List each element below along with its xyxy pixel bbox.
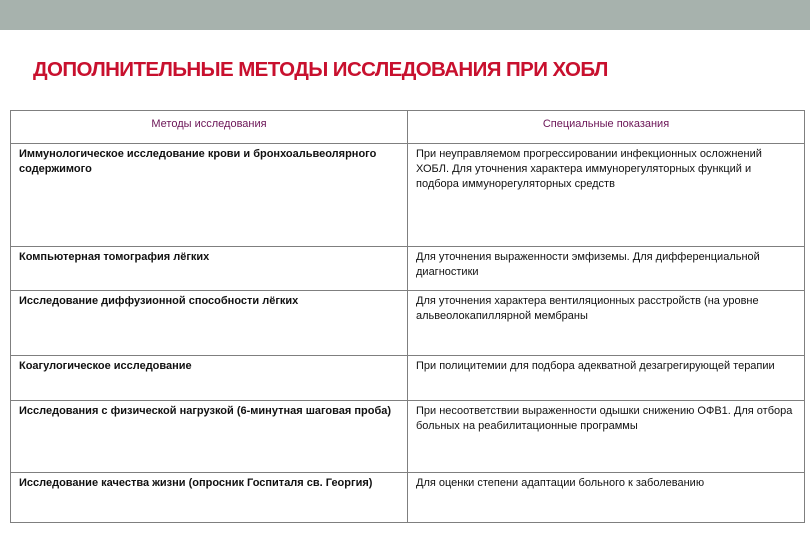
indication-cell: При несоответствии выраженности одышки снижению ОФВ1. Для отбора больных на реабилитационные программы [408, 401, 805, 473]
method-cell: Исследование качества жизни (опросник Госпиталя св. Георгия) [11, 473, 408, 523]
table-row [11, 291, 805, 356]
method-cell: Исследования с физической нагрузкой (6-минутная шаговая проба) [11, 401, 408, 473]
header-indications: Специальные показания [408, 111, 805, 144]
method-cell: Иммунологическое исследование крови и бронхоальвеолярного содержимого [11, 144, 408, 247]
table-row [11, 473, 805, 523]
method-cell: Коагулогическое исследование [11, 356, 408, 401]
methods-table [10, 110, 805, 523]
indication-cell: При полицитемии для подбора адекватной дезагрегирующей терапии [408, 356, 805, 401]
table-header-row [11, 111, 805, 144]
top-decorative-band [0, 0, 810, 30]
header-methods: Методы исследования [11, 111, 408, 144]
table-row [11, 356, 805, 401]
indication-cell: Для оценки степени адаптации больного к заболеванию [408, 473, 805, 523]
table-row [11, 247, 805, 291]
method-cell: Компьютерная томография лёгких [11, 247, 408, 291]
table-row [11, 401, 805, 473]
indication-cell: Для уточнения выраженности эмфиземы. Для дифференциальной диагностики [408, 247, 805, 291]
method-cell: Исследование диффузионной способности лёгких [11, 291, 408, 356]
indication-cell: При неуправляемом прогрессировании инфекционных осложнений ХОБЛ. Для уточнения характера иммунорегуляторных функций и подбора иммунорегуляторных средств [408, 144, 805, 247]
table-row [11, 144, 805, 247]
slide-title: ДОПОЛНИТЕЛЬНЫЕ МЕТОДЫ ИССЛЕДОВАНИЯ ПРИ ХОБЛ [33, 58, 608, 81]
indication-cell: Для уточнения характера вентиляционных расстройств (на уровне альвеолокапиллярной мембраны [408, 291, 805, 356]
